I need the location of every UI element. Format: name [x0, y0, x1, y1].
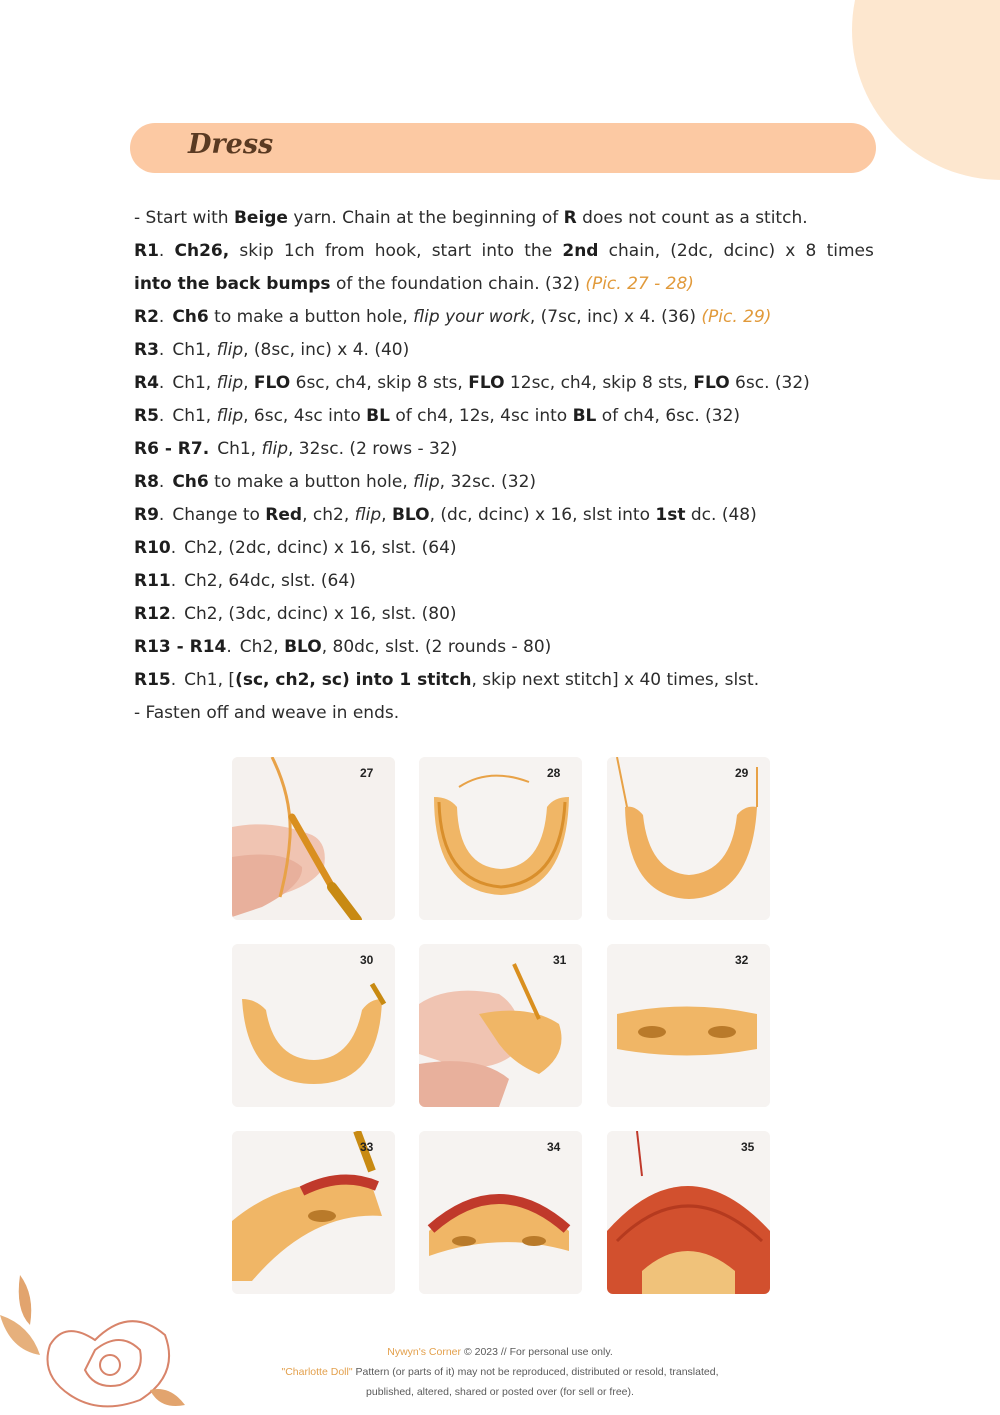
row-r5: R5. Ch1, flip, 6sc, 4sc into BL of ch4, 12s, 4sc into BL of ch4, 6sc. (32)	[134, 406, 741, 426]
footer-line-1: Nywyn's Corner © 2023 // For personal use only.	[387, 1346, 613, 1358]
photo-28: 28	[419, 757, 582, 920]
photo-29: 29	[607, 757, 770, 920]
row-r10: R10. Ch2, (2dc, dcinc) x 16, slst. (64)	[134, 538, 457, 558]
row-r1-continued: into the back bumps of the foundation chain. (32) (Pic. 27 - 28)	[134, 274, 694, 294]
row-r15: R15. Ch1, [(sc, ch2, sc) into 1 stitch, skip next stitch] x 40 times, slst.	[134, 670, 760, 690]
row-r11: R11. Ch2, 64dc, slst. (64)	[134, 571, 356, 591]
photo-27: 27	[232, 757, 395, 920]
photo-34: 34	[419, 1131, 582, 1294]
footer-line-3: published, altered, shared or posted over (for sell or free).	[366, 1386, 634, 1398]
photo-33: 33	[232, 1131, 395, 1294]
photo-32: 32	[607, 944, 770, 1107]
row-r8: R8. Ch6 to make a button hole, flip, 32sc. (32)	[134, 472, 537, 492]
row-r2: R2. Ch6 to make a button hole, flip your work, (7sc, inc) x 4. (36) (Pic. 29)	[134, 307, 772, 327]
row-r1: R1. Ch26, skip 1ch from hook, start into the 2nd chain, (2dc, dcinc) x 8 times	[134, 241, 874, 261]
intro-line: - Start with Beige yarn. Chain at the beginning of R does not count as a stitch.	[134, 208, 808, 228]
pic-reference: (Pic. 29)	[701, 307, 772, 327]
outro-line: - Fasten off and weave in ends.	[134, 703, 400, 723]
pic-reference: (Pic. 27 - 28)	[585, 274, 694, 294]
instructions	[134, 204, 874, 732]
row-r3: R3. Ch1, flip, (8sc, inc) x 4. (40)	[134, 340, 410, 360]
row-r13-r14: R13 - R14. Ch2, BLO, 80dc, slst. (2 rounds - 80)	[134, 637, 552, 657]
row-r4: R4. Ch1, flip, FLO 6sc, ch4, skip 8 sts, FLO 12sc, ch4, skip 8 sts, FLO 6sc. (32)	[134, 373, 810, 393]
section-title-bar	[130, 123, 876, 173]
flower-decoration	[0, 1265, 190, 1415]
photo-30: 30	[232, 944, 395, 1107]
row-r6-r7: R6 - R7. Ch1, flip, 32sc. (2 rows - 32)	[134, 439, 458, 459]
photo-35: 35	[607, 1131, 770, 1294]
photo-31: 31	[419, 944, 582, 1107]
row-r9: R9. Change to Red, ch2, flip, BLO, (dc, dcinc) x 16, slst into 1st dc. (48)	[134, 505, 757, 525]
section-title: Dress	[188, 129, 274, 160]
footer	[200, 1342, 800, 1402]
row-r12: R12. Ch2, (3dc, dcinc) x 16, slst. (80)	[134, 604, 457, 624]
footer-line-2: "Charlotte Doll" Pattern (or parts of it) may not be reproduced, distributed or resold, translated,	[281, 1366, 719, 1378]
